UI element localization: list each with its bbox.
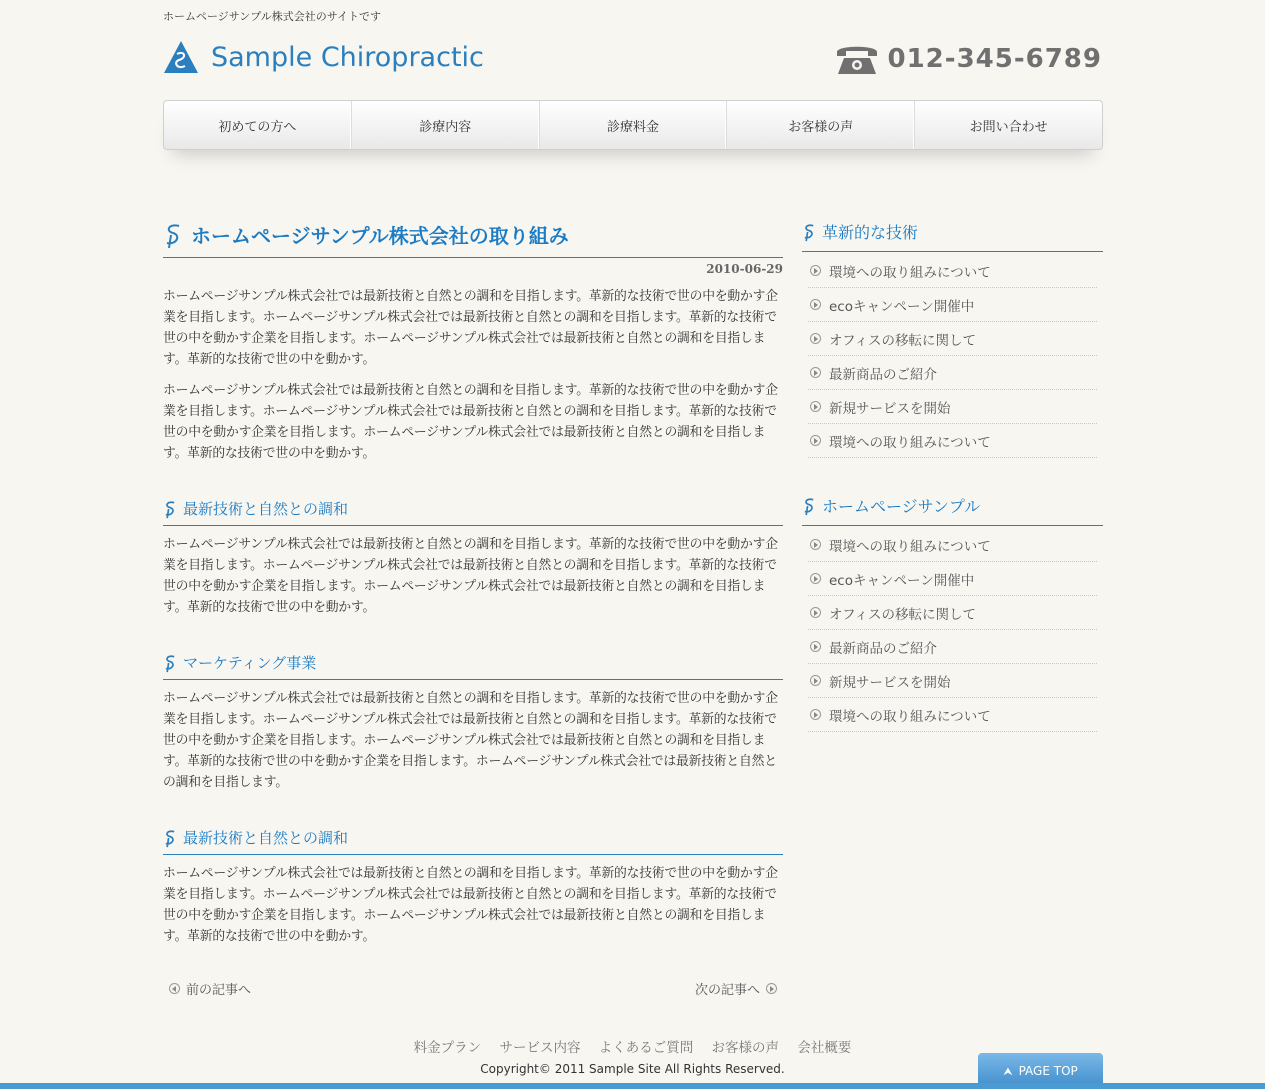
next-article-link[interactable]: [695, 979, 783, 998]
sidebar-link-label: 新規サービスを開始: [829, 400, 951, 417]
article-date: 2010-06-29: [706, 262, 783, 276]
sidebar-link[interactable]: [808, 562, 1097, 596]
sidebar-heading-text: ホームページサンプル: [822, 497, 981, 516]
sidebar-link[interactable]: [808, 356, 1097, 390]
page-top-label: PAGE TOP: [1018, 1064, 1078, 1078]
swirl-s-icon: [802, 221, 816, 243]
telephone-icon: [834, 42, 880, 76]
circle-arrow-icon: [810, 641, 821, 652]
sidebar-link-label: 環境への取り組みについて: [829, 708, 991, 725]
site-logo[interactable]: [163, 40, 484, 74]
article-paragraph: ホームページサンプル株式会社では最新技術と自然との調和を目指します。革新的な技術で世の中を動かす企業を目指します。ホームページサンプル株式会社では最新技術と自然との調和を目指します。革新的な技術で世の中を動かす企業を目指します。ホームページサンプル株式会社では最新技術と自然との調和を目指します。革新的な技術で世の中を動かす。: [163, 383, 778, 461]
circle-arrow-icon: [810, 675, 821, 686]
circle-arrow-icon: [810, 299, 821, 310]
article-title-bar: [163, 212, 783, 258]
double-chevron-up-icon: ⮝: [1003, 1064, 1013, 1078]
sidebar-link-label: ecoキャンペーン開催中: [829, 298, 975, 315]
circle-arrow-left-icon: [169, 983, 180, 994]
swirl-s-icon: [163, 827, 177, 849]
sidebar-link[interactable]: [808, 528, 1097, 562]
sidebar-list: [802, 528, 1103, 732]
sidebar-link[interactable]: [808, 424, 1097, 458]
global-nav: [163, 100, 1103, 150]
copyright: Copyright© 2011 Sample Site All Rights Reserved.: [480, 1062, 785, 1076]
sidebar-link[interactable]: [808, 288, 1097, 322]
sidebar-link-label: 環境への取り組みについて: [829, 434, 991, 451]
next-article-label: 次の記事へ: [694, 983, 760, 998]
sidebar-link[interactable]: [808, 254, 1097, 288]
swirl-s-icon: [163, 652, 177, 674]
section-heading-text: 最新技術と自然との調和: [183, 500, 349, 518]
circle-arrow-right-icon: [766, 983, 777, 994]
sidebar-link-label: 環境への取り組みについて: [829, 264, 991, 281]
section-heading: [163, 492, 783, 526]
article-title: ホームページサンプル株式会社の取り組み: [191, 224, 569, 248]
sidebar-link[interactable]: [808, 390, 1097, 424]
footer-link-testimonials[interactable]: お客様の声: [711, 1040, 780, 1056]
triangle-logo-icon: [163, 40, 199, 74]
sidebar-link-label: 環境への取り組みについて: [829, 538, 991, 555]
nav-item-first-visit[interactable]: 初めての方へ: [164, 101, 352, 149]
section-heading: [163, 821, 783, 855]
sidebar-link[interactable]: [808, 596, 1097, 630]
sidebar-link[interactable]: [808, 322, 1097, 356]
section-heading-text: 最新技術と自然との調和: [183, 829, 349, 847]
phone-number-block: [834, 42, 1103, 76]
circle-arrow-icon: [810, 607, 821, 618]
section-paragraph: ホームページサンプル株式会社では最新技術と自然との調和を目指します。革新的な技術で世の中を動かす企業を目指します。ホームページサンプル株式会社では最新技術と自然との調和を目指します。革新的な技術で世の中を動かす企業を目指します。ホームページサンプル株式会社では最新技術と自然との調和を目指します。革新的な技術で世の中を動かす。: [163, 537, 778, 615]
prev-article-label: 前の記事へ: [186, 983, 252, 998]
sidebar-list: [802, 254, 1103, 458]
prev-article-link[interactable]: [163, 979, 251, 998]
sidebar-link-label: 新規サービスを開始: [829, 674, 951, 691]
footer-link-faq[interactable]: よくあるご質問: [598, 1040, 694, 1056]
swirl-s-icon: [163, 221, 183, 249]
sidebar-link-label: オフィスの移転に関して: [829, 606, 977, 623]
logo-text: Sample Chiropractic: [211, 41, 484, 73]
circle-arrow-icon: [810, 333, 821, 344]
circle-arrow-icon: [810, 539, 821, 550]
sidebar: [802, 212, 1103, 732]
sidebar-heading: [802, 486, 1103, 526]
sidebar-link[interactable]: [808, 630, 1097, 664]
footer-link-company[interactable]: 会社概要: [797, 1040, 852, 1056]
section-paragraph: ホームページサンプル株式会社では最新技術と自然との調和を目指します。革新的な技術で世の中を動かす企業を目指します。ホームページサンプル株式会社では最新技術と自然との調和を目指します。革新的な技術で世の中を動かす企業を目指します。ホームページサンプル株式会社では最新技術と自然との調和を目指します。革新的な技術で世の中を動かす企業を目指します。ホームページサンプル株式会社では最新技術と自然との調和を目指します。: [163, 691, 778, 790]
section-heading-text: マーケティング事業: [183, 654, 317, 672]
footer-link-services[interactable]: サービス内容: [499, 1040, 581, 1056]
sidebar-block: [802, 212, 1103, 458]
phone-number: 012-345-6789: [887, 44, 1102, 74]
site-tagline: ホームページサンプル株式会社のサイトです: [163, 10, 382, 23]
sidebar-link[interactable]: [808, 664, 1097, 698]
article-pager: [163, 979, 783, 998]
footer-link-pricing[interactable]: 料金プラン: [413, 1040, 482, 1056]
footer-bar: [0, 1083, 1265, 1089]
nav-item-fees[interactable]: 診療料金: [540, 101, 728, 149]
circle-arrow-icon: [810, 435, 821, 446]
circle-arrow-icon: [810, 367, 821, 378]
sidebar-link-label: 最新商品のご紹介: [829, 366, 937, 383]
circle-arrow-icon: [810, 709, 821, 720]
circle-arrow-icon: [810, 265, 821, 276]
section-paragraph: ホームページサンプル株式会社では最新技術と自然との調和を目指します。革新的な技術で世の中を動かす企業を目指します。ホームページサンプル株式会社では最新技術と自然との調和を目指します。革新的な技術で世の中を動かす企業を目指します。ホームページサンプル株式会社では最新技術と自然との調和を目指します。革新的な技術で世の中を動かす。: [163, 866, 778, 944]
sidebar-block: [802, 486, 1103, 732]
circle-arrow-icon: [810, 573, 821, 584]
sidebar-heading-text: 革新的な技術: [822, 223, 919, 242]
swirl-s-icon: [802, 495, 816, 517]
main-content: [163, 212, 783, 998]
section-heading: [163, 646, 783, 680]
swirl-s-icon: [163, 498, 177, 520]
circle-arrow-icon: [810, 401, 821, 412]
nav-item-services[interactable]: 診療内容: [352, 101, 540, 149]
nav-item-testimonials[interactable]: お客様の声: [727, 101, 915, 149]
sidebar-link-label: 最新商品のご紹介: [829, 640, 937, 657]
sidebar-link-label: ecoキャンペーン開催中: [829, 572, 975, 589]
sidebar-link-label: オフィスの移転に関して: [829, 332, 977, 349]
sidebar-heading: [802, 212, 1103, 252]
sidebar-link[interactable]: [808, 698, 1097, 732]
nav-item-contact[interactable]: お問い合わせ: [969, 119, 1048, 135]
article-paragraph: ホームページサンプル株式会社では最新技術と自然との調和を目指します。革新的な技術で世の中を動かす企業を目指します。ホームページサンプル株式会社では最新技術と自然との調和を目指します。革新的な技術で世の中を動かす企業を目指します。ホームページサンプル株式会社では最新技術と自然との調和を目指します。革新的な技術で世の中を動かす。: [163, 289, 778, 367]
